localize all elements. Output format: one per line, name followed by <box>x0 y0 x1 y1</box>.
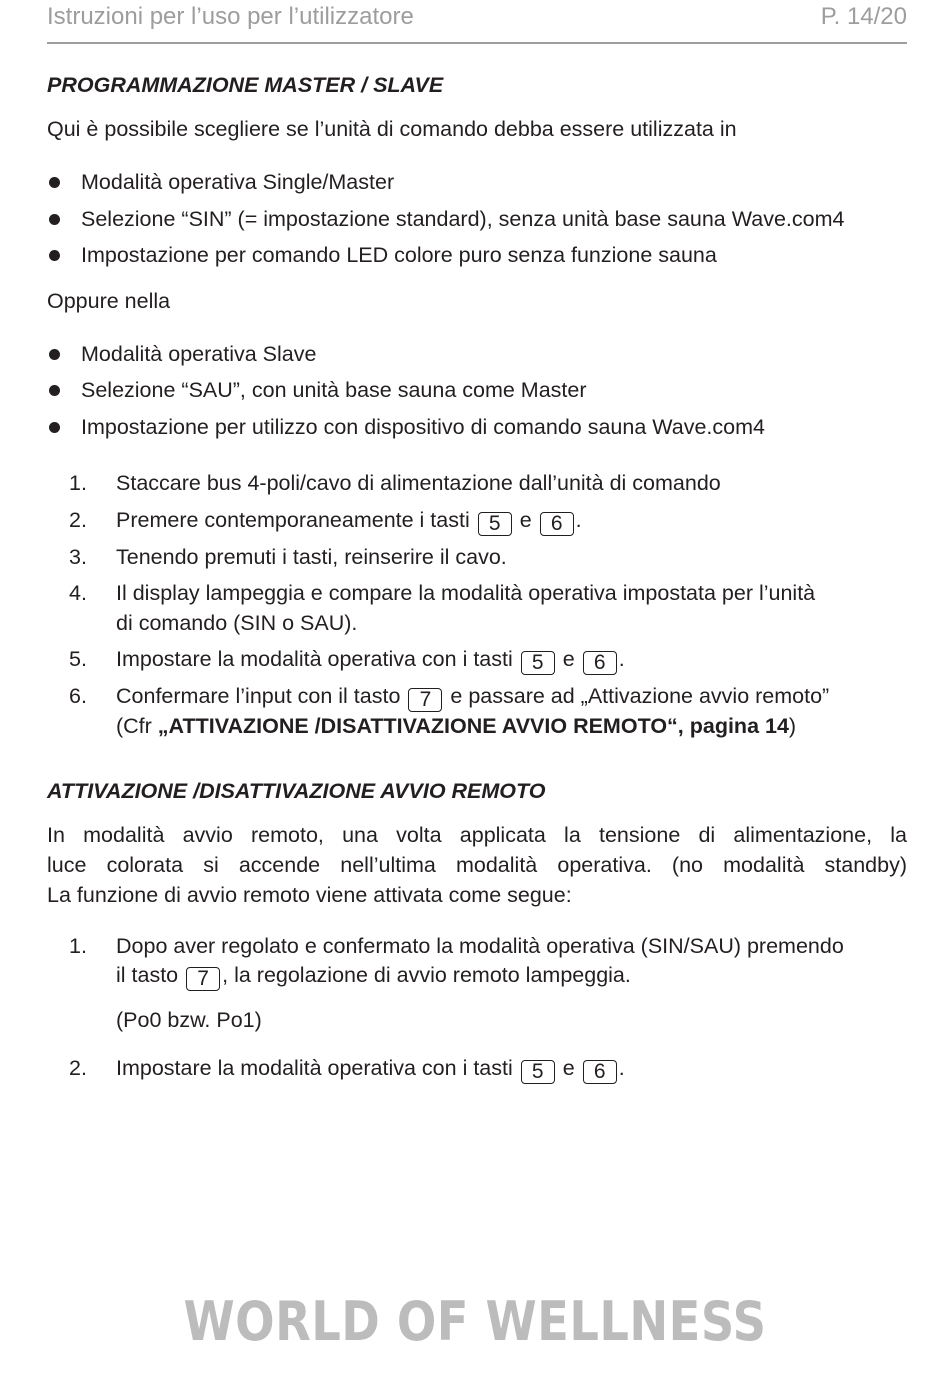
step-line <box>116 712 907 742</box>
step-text: . <box>618 647 625 671</box>
step-note: (Po0 bzw. Po1) <box>116 1008 262 1032</box>
step-number: 3. <box>69 544 87 569</box>
key-6-icon: 6 <box>540 512 574 536</box>
brand-logo-text: WORLD OF WELLNESS <box>183 1290 767 1353</box>
step-text: . <box>575 507 582 532</box>
remote-start-paragraph <box>47 820 907 910</box>
step-text: Dopo aver regolato e confermato la modalità operativa (SIN/SAU) premendo <box>116 933 844 958</box>
steps-list-remote-start-cont <box>47 1054 907 1084</box>
intro-paragraph: Qui è possibile scegliere se l’unità di comando debba essere utilizzata in <box>47 117 737 141</box>
key-7-icon: 7 <box>408 688 442 712</box>
page-content <box>47 70 907 1091</box>
step-text: Premere contemporaneamente i tasti <box>116 507 470 532</box>
step-number: 2. <box>69 1056 87 1080</box>
list-item: Selezione “SAU”, con unità base sauna come Master <box>47 372 907 409</box>
paragraph-line: luce colorata si accende nell’ultima modalità operativa. (no modalità standby) <box>47 852 907 877</box>
step-text: il tasto <box>116 963 179 987</box>
bullet-list-master <box>47 164 907 274</box>
step-text: Impostare la modalità operativa con i tasti <box>116 1056 513 1080</box>
step-item <box>47 543 907 573</box>
section-heading-remote-start: ATTIVAZIONE /DISATTIVAZIONE AVVIO REMOTO <box>47 778 546 803</box>
step-text: e <box>562 1056 575 1080</box>
key-6-icon: 6 <box>583 1060 617 1084</box>
key-5-icon: 5 <box>521 651 555 675</box>
cross-reference: „ATTIVAZIONE /DISATTIVAZIONE AVVIO REMOTO“, pagina 14 <box>157 714 789 738</box>
step-text: e passare ad „Attivazione avvio remoto” <box>450 684 830 708</box>
step-item <box>47 1054 907 1084</box>
list-item: Modalità operativa Single/Master <box>47 164 907 201</box>
step-line <box>116 961 907 991</box>
step-text: e <box>562 647 575 671</box>
paragraph-line: In modalità avvio remoto, una volta applicata la tensione di alimentazione, la <box>47 822 907 847</box>
step-text: di comando (SIN o SAU). <box>116 610 358 635</box>
step-text: e <box>519 507 532 532</box>
step-number: 2. <box>69 507 87 532</box>
step-number: 1. <box>69 933 87 958</box>
step-text: . <box>618 1056 625 1080</box>
reference-close: ) <box>788 714 797 738</box>
list-item: Impostazione per comando LED colore puro senza funzione sauna <box>47 237 907 274</box>
list-item: Modalità operativa Slave <box>47 336 907 373</box>
step-item <box>47 469 907 499</box>
page-number: P. 14/20 <box>820 3 907 30</box>
step-text: Staccare bus 4-poli/cavo di alimentazione dall’unità di comando <box>116 471 721 495</box>
step-text: Tenendo premuti i tasti, reinserire il cavo. <box>116 544 507 569</box>
step-item <box>47 506 907 536</box>
paragraph-line: La funzione di avvio remoto viene attivata come segue: <box>47 882 572 907</box>
steps-list-remote-start <box>47 932 907 992</box>
step-number: 4. <box>69 581 87 605</box>
step-item <box>47 579 907 638</box>
key-5-icon: 5 <box>478 512 512 536</box>
header-title: Istruzioni per l’uso per l’utilizzatore <box>47 3 414 30</box>
step-number: 1. <box>69 471 87 495</box>
step-text: , la regolazione di avvio remoto lampeggia. <box>222 963 631 987</box>
list-item: Impostazione per utilizzo con dispositivo di comando sauna Wave.com4 <box>47 409 907 446</box>
key-6-icon: 6 <box>583 651 617 675</box>
step-line <box>116 682 907 712</box>
step-number: 6. <box>69 684 87 708</box>
step-item <box>47 682 907 742</box>
bullet-list-slave <box>47 336 907 446</box>
list-item: Selezione “SIN” (= impostazione standard), senza unità base sauna Wave.com4 <box>47 201 907 238</box>
step-number: 5. <box>69 647 87 671</box>
oppure-paragraph: Oppure nella <box>47 288 171 313</box>
step-item <box>47 932 907 992</box>
page-header <box>47 0 907 44</box>
steps-list-master-slave <box>47 469 907 742</box>
step-text: Il display lampeggia e compare la modalità operativa impostata per l’unità <box>116 581 816 605</box>
reference-open: (Cfr <box>116 714 158 738</box>
section-heading-master-slave: PROGRAMMAZIONE MASTER / SLAVE <box>47 73 444 97</box>
key-7-icon: 7 <box>186 967 220 991</box>
key-5-icon: 5 <box>521 1060 555 1084</box>
step-text: Confermare l’input con il tasto <box>116 684 401 708</box>
step-item <box>47 645 907 675</box>
step-text: Impostare la modalità operativa con i tasti <box>116 647 513 671</box>
